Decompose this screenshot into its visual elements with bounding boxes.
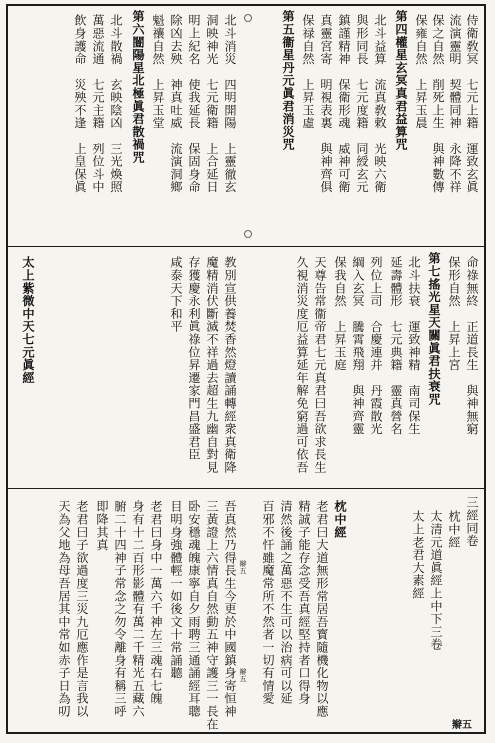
contents-item: 枕中經: [447, 510, 461, 549]
volume-heading: 三經同卷: [465, 496, 479, 548]
fold-mark: 辮五: [239, 560, 247, 574]
verse-column: 北斗益算 流真敎敕 光映六衛: [373, 14, 387, 194]
section-heading: 第七搖光星天關眞君扶衰咒: [427, 252, 441, 406]
verse-column: 延壽體形 七元典籍 靈真營名: [389, 256, 403, 436]
verse-column: 真靈宮寄 明視表裏 與神齊俱: [319, 14, 333, 194]
prose-column: 目明身強體輕一如後文十常誦聽: [169, 500, 183, 680]
verse-column: 命祿無終 正道長生 與神無窮: [465, 256, 479, 436]
verse-column: 與形同長 七元度籍 同綬玄元: [355, 14, 369, 194]
prose-column: 精誠子能存念受吾真經堅持者口得身: [297, 500, 311, 705]
contents-item: 太上老君大素經: [411, 510, 425, 600]
prose-column: 咸泰天下和平: [169, 256, 183, 333]
verse-column: 流演靈明 契體同神 永降不祥: [448, 14, 462, 194]
prose-column: 吾真然乃得長生今更於中國鎮身寄恒神: [223, 500, 237, 718]
prose-column: 存獲慶永利眞祿位昇遷家門昌盛君臣: [187, 256, 201, 461]
verse-column: 侍衛敎冥 七元上籍 運致玄眞: [465, 14, 479, 194]
verse-column: 保我自然 上昇玉庭: [333, 256, 347, 372]
prose-column: 魔精消伏斷滅不祥過去超生九幽自對見: [205, 256, 219, 474]
fold-mark: 辮五: [239, 668, 247, 682]
contents-item: 太清元道眞經上中下三卷: [429, 510, 443, 651]
prose-column: 清然後誦之萬惡不生可以治病可以延: [279, 500, 293, 705]
verse-column: 洞映神光 七元衛籍 上合延日: [205, 14, 219, 194]
section-heading: 第六闓陽星北極眞君散禍咒: [131, 10, 145, 164]
verse-column: 魁禳自然 上昇玉堂: [151, 14, 165, 130]
verse-column: 飲身護命 災殃不逢 上皇保眞: [73, 14, 87, 194]
scripture-end-title: 太上紫微中天七元眞經: [21, 256, 35, 384]
prose-column: 天為父地為母吾居其中常如赤子日為叨: [57, 500, 71, 718]
verse-column: 保形自然 上昇上宮: [447, 256, 461, 372]
section-heading: 第四權星玄冥真君益算咒: [394, 10, 408, 151]
prose-column: 身有十二百形影體有萬二千精光五藏六: [131, 500, 145, 718]
prose-column: 三黃證上六情真自然動五神守護三一長在: [205, 500, 219, 731]
verse-column: 北斗消災 四明開陽 上靈徹玄: [223, 14, 237, 194]
verse-column: 保之自然 削死上生 與神數傳: [431, 14, 445, 194]
verse-column: 除凶去殃 神真吐威 流演洞鄉: [169, 14, 183, 194]
binding-hole-1: [244, 14, 252, 22]
panel-divider-bottom: [6, 488, 486, 489]
prose-column: 教別宣供養焚香然燈讀誦轉經衆真衛降: [223, 256, 237, 474]
panel-divider-top: [6, 246, 486, 247]
binding-hole-2: [244, 230, 252, 238]
verse-column: 鎮謹精神 保衛形魂 威神可衛: [337, 14, 351, 194]
prose-column: 腑二十四神子常念之勿令離身有稱三呼: [113, 500, 127, 718]
prose-column: 卧安穩魂魄康寧自夕雨聘三通誦經耳聰: [187, 500, 201, 718]
prose-column: 老君曰子欲過度三災九厄應作是言我以: [75, 500, 89, 718]
section-heading: 枕中經: [333, 500, 347, 539]
verse-column: 北斗扶衰 運致神精 南司保生: [407, 256, 421, 436]
verse-column: 萬惡流通 七元主籍 列位斗中: [91, 14, 105, 194]
page-number: 辮五: [452, 720, 472, 731]
prose-column: 天尊告常衞帝君七元真君曰吾欲求長生: [313, 256, 327, 474]
verse-column: 綱入玄冥 騰霄飛翔 與神齊靈: [351, 256, 365, 436]
prose-column: 即降其真: [95, 500, 109, 552]
verse-column: 保禄自然 上昇玉虛: [301, 14, 315, 130]
verse-column: 保雍自然 上昇玉晨: [414, 14, 428, 130]
section-heading: 第五衞星丹元眞君消災咒: [281, 10, 295, 151]
prose-column: 久視消災度厄益算延年解免窮過可依吾: [295, 256, 309, 474]
verse-column: 明上紀名 使我延長 保固身命: [187, 14, 201, 194]
prose-column: 老君曰身中一萬六千神左三魂右七魄: [149, 500, 163, 705]
verse-column: 北斗散禍 玄映陰凶 三光煥照: [109, 14, 123, 194]
verse-column: 列位上司 合慶連并 丹霞散光: [369, 256, 383, 436]
prose-column: 老君曰大道無形常居吾寳隨機化物以應: [315, 500, 329, 718]
prose-column: 百邪不忓雖魔常所不然者一切有情愛: [261, 500, 275, 705]
